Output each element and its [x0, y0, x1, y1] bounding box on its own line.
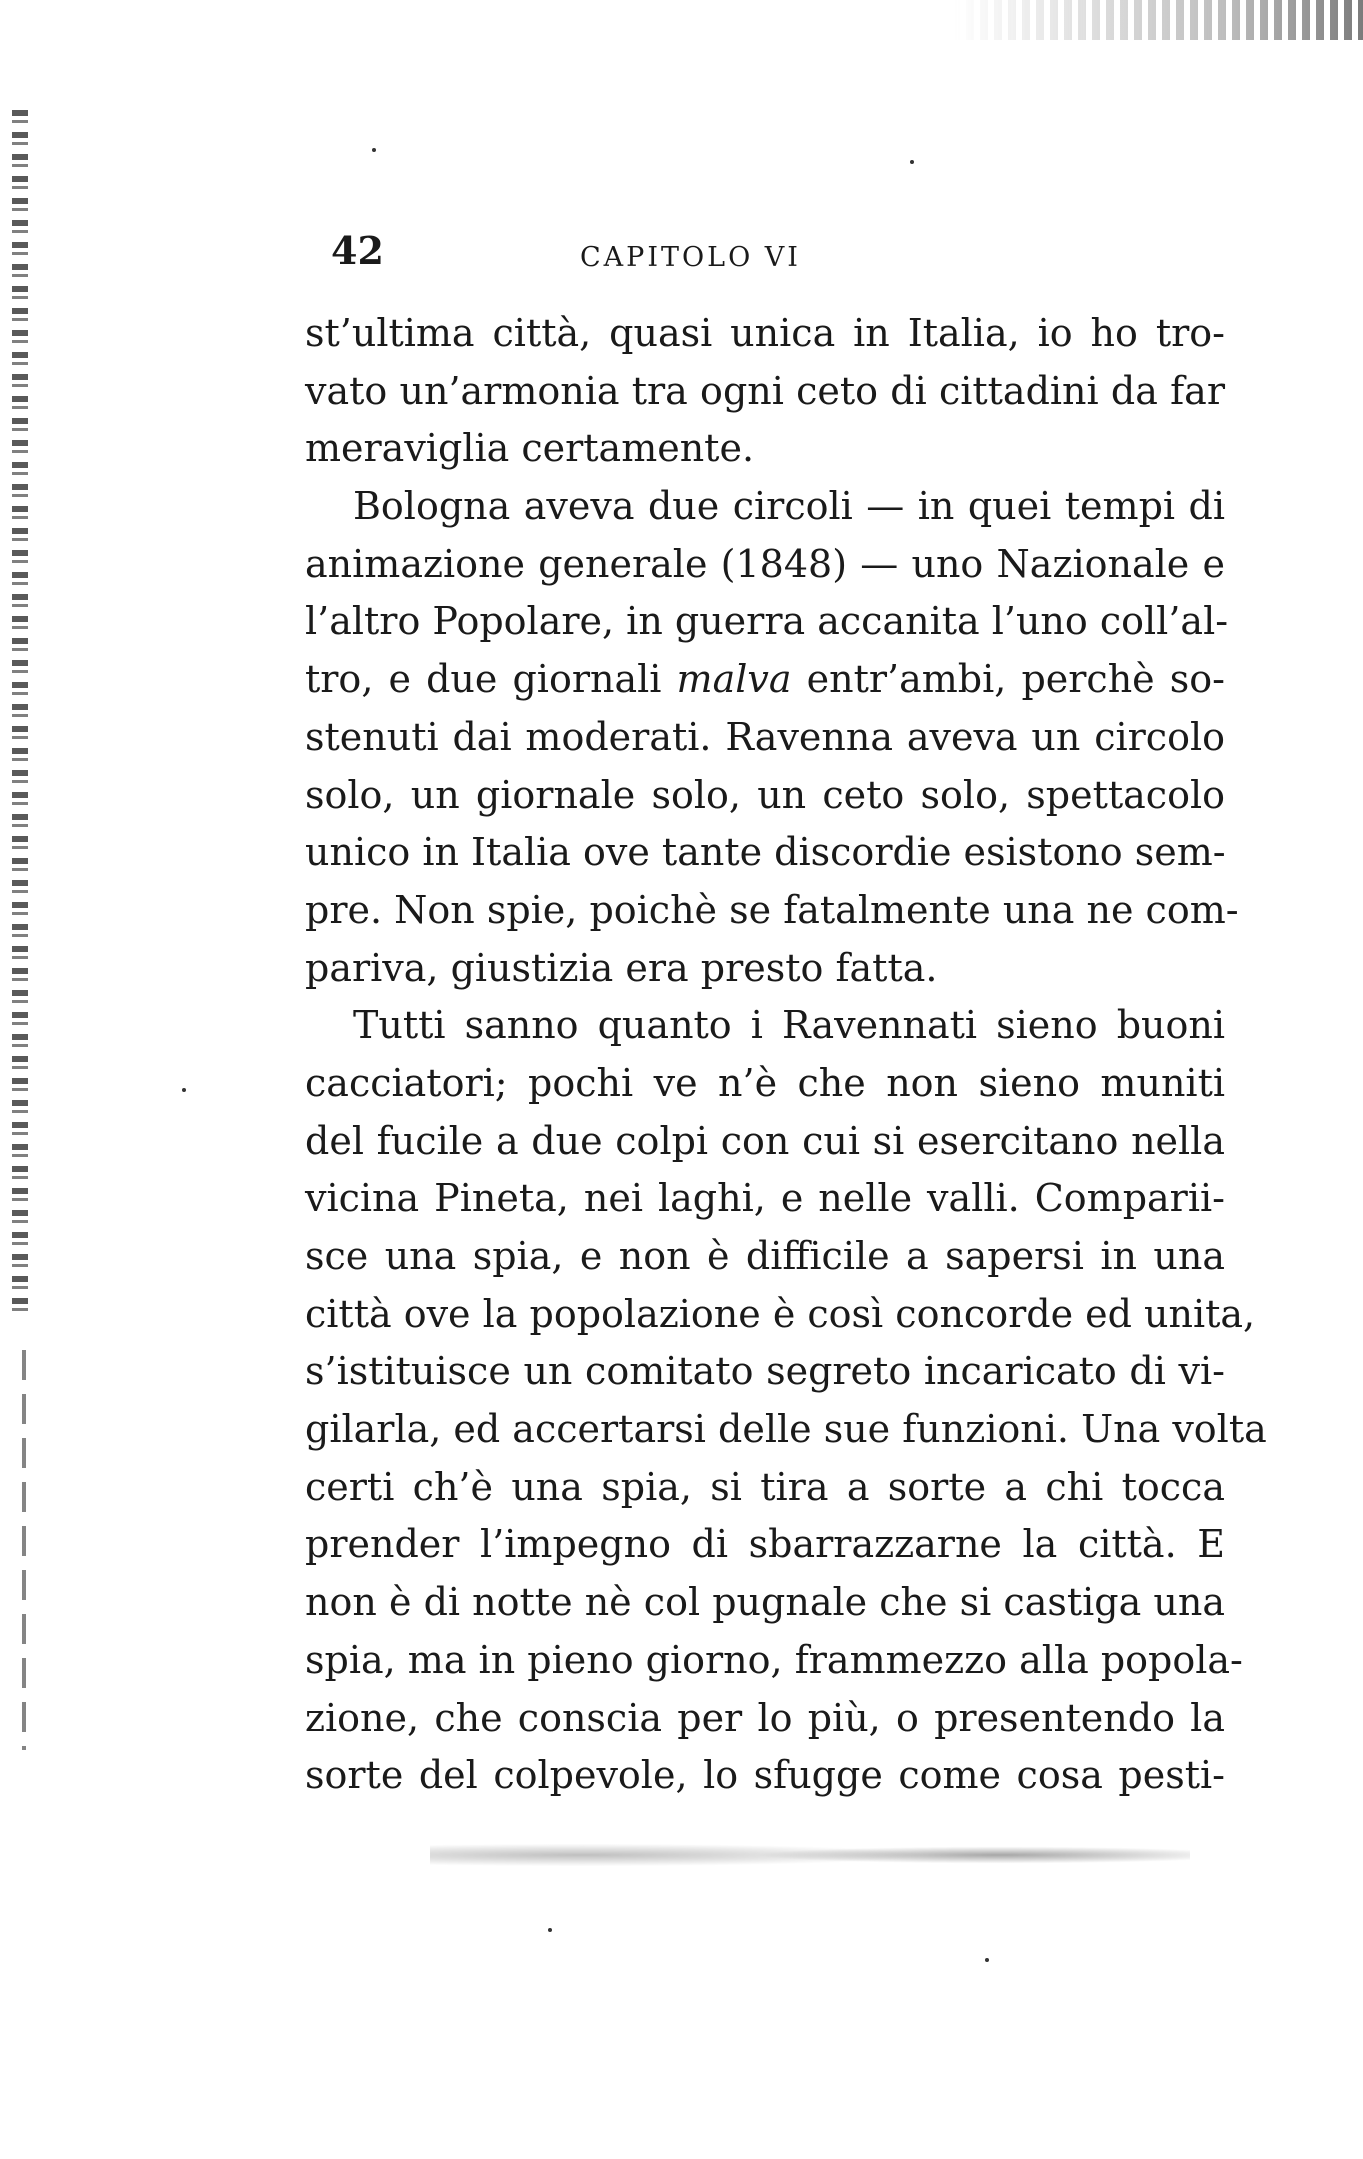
text-line: spia, ma in pieno giorno, frammezzo alla popola- [305, 1637, 1243, 1682]
text-line: cacciatori; pochi ve n’è che non sieno muniti [305, 1060, 1225, 1105]
page-number: 42 [331, 228, 384, 273]
text-line: meraviglia certamente. [305, 426, 755, 471]
text-line: sorte del colpevole, lo sfugge come cosa pesti- [305, 1753, 1225, 1798]
text-line: s’istituisce un comitato segreto incaricato di vi- [305, 1349, 1225, 1394]
running-title: CAPITOLO VI [580, 242, 801, 273]
text-line: animazione generale (1848) — uno Nazionale e [305, 541, 1225, 586]
scan-speck [372, 148, 376, 152]
text-line: stenuti dai moderati. Ravenna aveva un circolo [305, 714, 1225, 759]
text-line: prender l’impegno di sbarrazzarne la città. E [305, 1522, 1225, 1567]
text-line: pre. Non spie, poichè se fatalmente una ne com- [305, 887, 1239, 932]
text-line: Bologna aveva due circoli — in quei tempi di [353, 484, 1225, 529]
text-line: vato un’armonia tra ogni ceto di cittadini da far [305, 368, 1225, 413]
text-line: non è di notte nè col pugnale che si castiga una [305, 1580, 1225, 1625]
scan-left-edge [12, 110, 28, 1320]
body-text [305, 305, 1267, 1805]
text-line: del fucile a due colpi con cui si esercitano nella [305, 1118, 1225, 1163]
scan-speck [985, 1958, 989, 1962]
text-line: tro, e due giornali malva entr’ambi, perchè so- [305, 657, 1225, 702]
page-header [0, 228, 1363, 288]
text-line: sce una spia, e non è difficile a sapersi in una [305, 1234, 1225, 1278]
scan-speck [548, 1928, 552, 1932]
text-line: vicina Pineta, nei laghi, e nelle valli. Comparii- [305, 1176, 1225, 1221]
italic-word: malva [676, 657, 792, 702]
text-line: solo, un giornale solo, un ceto solo, spettacolo [305, 772, 1225, 817]
scan-left-edge-lower [22, 1350, 26, 1750]
text-line: zione, che conscia per lo più, o presentendo la [305, 1695, 1225, 1740]
text-line: pariva, giustizia era presto fatta. [305, 945, 938, 990]
text-line: gilarla, ed accertarsi delle sue funzioni. Una volta [305, 1407, 1267, 1452]
text-line: Tutti sanno quanto i Ravennati sieno buoni [353, 1003, 1225, 1048]
scan-top-edge [0, 0, 1363, 40]
bleed-through-smudge [430, 1835, 1190, 1875]
scan-speck [910, 160, 914, 164]
scan-speck [182, 1088, 186, 1092]
text-line: l’altro Popolare, in guerra accanita l’uno coll’al- [305, 599, 1229, 644]
text-line: st’ultima città, quasi unica in Italia, io ho tro- [305, 311, 1225, 355]
text-line: certi ch’è una spia, si tira a sorte a chi tocca [305, 1464, 1225, 1509]
text-line: unico in Italia ove tante discordie esistono sem- [305, 830, 1226, 875]
text-line: città ove la popolazione è così concorde ed unita, [305, 1291, 1256, 1336]
